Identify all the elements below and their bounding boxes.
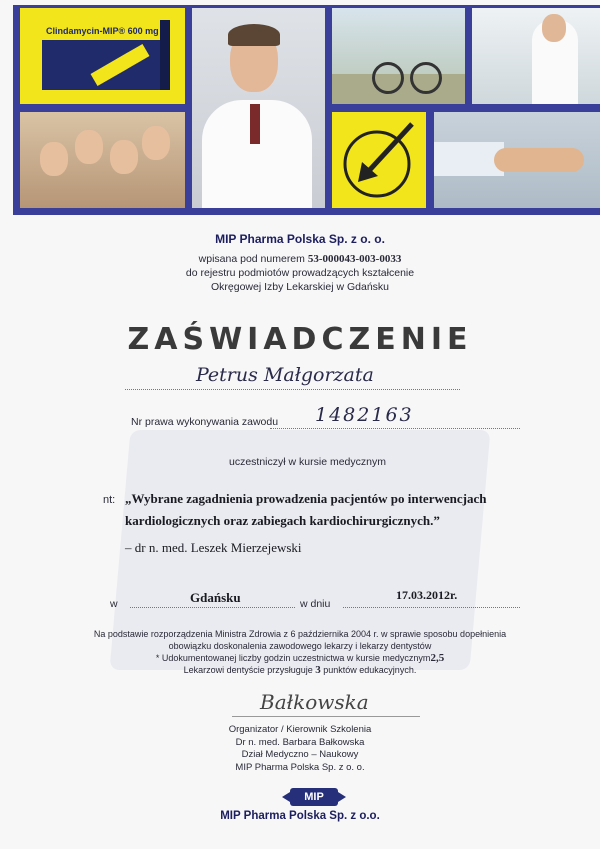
participant-name: Petrus Małgorzata xyxy=(196,364,374,386)
reg-number: 53-000043-003-0033 xyxy=(307,253,402,265)
organizer-role: Organizator / Kierownik Szkolenia xyxy=(228,724,372,735)
reg-prefix: wpisana pod numerem xyxy=(198,253,305,265)
mip-logo-icon: MIP xyxy=(290,788,338,806)
legal-line1: Na podstawie rozporządzenia Ministra Zdrowia z 6 października 2004 r. w sprawie sposobu dopełnienia xyxy=(93,629,507,639)
lab-scientist-icon xyxy=(472,8,600,104)
license-number: 1482163 xyxy=(315,404,414,426)
organizer-block xyxy=(0,724,600,774)
reg-line2: do rejestru podmiotów prowadzących kształcenie xyxy=(185,267,415,279)
city: Gdańsku xyxy=(190,590,241,605)
license-line xyxy=(270,428,520,429)
legal-text xyxy=(0,628,600,676)
organizer-dept: Dział Medyczno – Naukowy xyxy=(241,749,359,760)
points-value: 3 xyxy=(315,664,321,676)
name-line xyxy=(125,389,460,390)
arrow-logo-icon xyxy=(332,112,426,208)
city-line xyxy=(130,607,295,608)
topic-line2: kardiologicznych oraz zabiegach kardiochirurgicznych.” xyxy=(125,513,440,528)
license-label: Nr prawa wykonywania zawodu xyxy=(131,416,279,428)
hours-value: 2,5 xyxy=(430,652,445,664)
registration-info xyxy=(0,252,600,294)
course-topic xyxy=(125,488,486,532)
company-name: MIP Pharma Polska Sp. z o. o. xyxy=(215,232,385,246)
signature-line xyxy=(232,716,420,717)
product-name: Clindamycin-MIP® 600 mg xyxy=(46,26,159,36)
attended-label: uczestniczył w kursie medycznym xyxy=(229,456,386,468)
lecturer: – dr n. med. Leszek Mierzejewski xyxy=(125,540,302,555)
handshake-icon xyxy=(434,112,600,208)
date-label: w dniu xyxy=(300,598,331,610)
doctor-icon xyxy=(192,8,325,208)
organizer-name: Dr n. med. Barbara Bałkowska xyxy=(235,736,365,748)
city-prefix: w xyxy=(110,598,118,610)
cyclists-icon xyxy=(332,8,465,104)
product-icon xyxy=(20,8,185,104)
group-people-icon xyxy=(20,112,185,208)
topic-prefix: nt: xyxy=(103,494,116,506)
document-title: ZAŚWIADCZENIE xyxy=(127,322,473,357)
organizer-company: MIP Pharma Polska Sp. z o. o. xyxy=(235,761,365,773)
legal-line3: * Udokumentowanej liczby godzin uczestnictwa w kursie medycznym xyxy=(155,653,431,663)
date-line xyxy=(343,607,520,608)
legal-line2: obowiązku doskonalenia zawodowego lekarzy i lekarzy dentystów xyxy=(168,641,432,651)
reg-line3: Okręgowej Izby Lekarskiej w Gdańsku xyxy=(211,281,389,293)
legal-line4-suffix: punktów edukacyjnych. xyxy=(323,665,417,675)
footer-company: MIP Pharma Polska Sp. z o.o. xyxy=(220,810,380,822)
topic-line1: „Wybrane zagadnienia prowadzenia pacjentów po interwencjach xyxy=(125,491,487,506)
signature: Bałkowska xyxy=(260,690,369,714)
legal-line4-prefix: Lekarzowi dentyście przysługuje xyxy=(183,665,313,675)
date: 17.03.2012r. xyxy=(396,588,458,602)
